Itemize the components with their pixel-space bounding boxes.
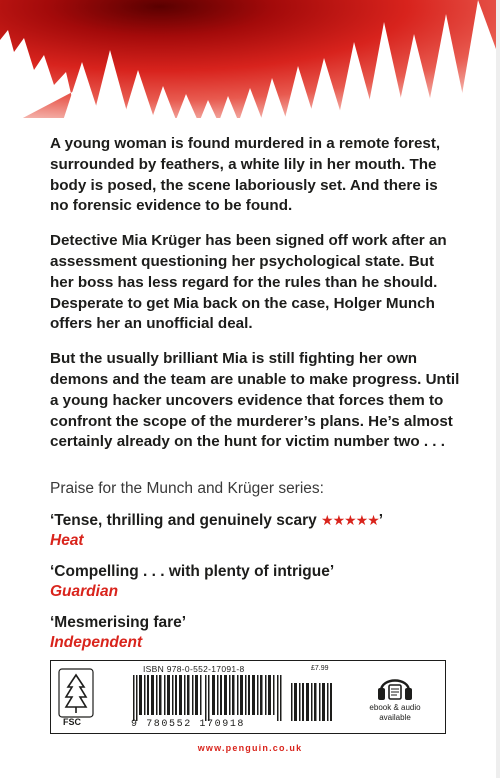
- ebook-audio-label: ebook & audio available: [369, 703, 421, 722]
- blurb-paragraph-2: Detective Mia Krüger has been signed off work after an assessment questioning her psychological state. But her boss has less regard for the rules than he should. Desperate to get Mia back on the case, Holger Munch offers her an unofficial deal.: [50, 232, 447, 333]
- headphones-icon: [375, 669, 415, 703]
- price-addon-barcode: [287, 675, 337, 721]
- review-quote-1: [50, 510, 470, 551]
- barcode-digits: 9 780552 170918: [131, 719, 246, 730]
- blurb-paragraph-3: But the usually brilliant Mia is still fighting her own demons and the team are unable to make progress. Until a young hacker uncovers evidence that forces them to confront the scope of the murderer’s plans. He’s almost certainly already on the hunt for victim number two . . .: [50, 350, 460, 451]
- praise-intro: Praise for the Munch and Krüger series:: [50, 480, 324, 497]
- quote-close: ’: [378, 512, 384, 529]
- quote-source: Guardian: [50, 583, 119, 600]
- quote-text: ‘Tense, thrilling and genuinely scary: [50, 512, 322, 529]
- quote-source: Independent: [50, 634, 143, 651]
- publisher-website: www.penguin.co.uk: [197, 743, 303, 753]
- blurb: [50, 134, 460, 467]
- page-edge: [496, 0, 500, 778]
- ebook-audio-badge: [351, 667, 439, 727]
- fsc-label: FSC: [63, 717, 81, 727]
- quote-text: ‘Mesmerising fare’: [50, 614, 187, 631]
- quote-text: ‘Compelling . . . with plenty of intrigue’: [50, 563, 335, 580]
- quote-source: Heat: [50, 532, 84, 549]
- isbn-text: ISBN 978-0-552-17091-8: [143, 664, 245, 674]
- review-quote-3: [50, 613, 470, 653]
- barcode-panel: [50, 660, 446, 734]
- forest-header-image: [0, 0, 500, 130]
- review-quote-2: [50, 562, 470, 602]
- five-star-icon: ★★★★★: [321, 512, 379, 528]
- price: £7.99: [311, 665, 329, 672]
- barcode-image: [133, 675, 283, 721]
- blurb-paragraph-1: A young woman is found murdered in a remote forest, surrounded by feathers, a white lily in her mouth. The body is posed, the scene laboriously set. And there is no forensic evidence to be found.: [50, 135, 441, 215]
